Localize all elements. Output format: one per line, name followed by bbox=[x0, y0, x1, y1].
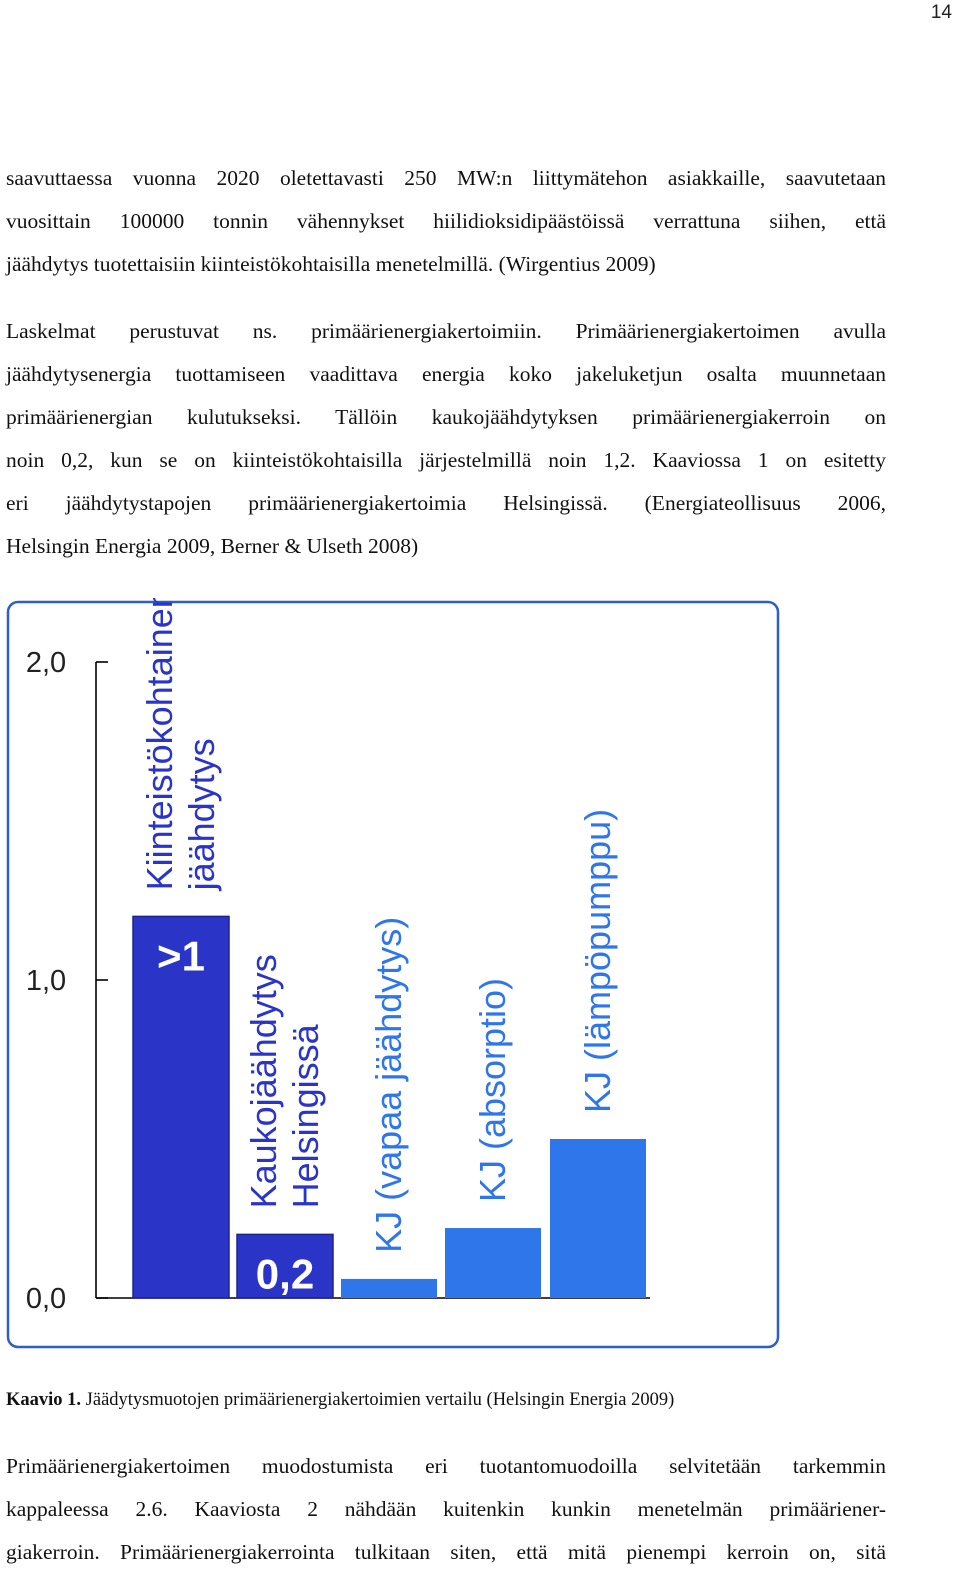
figure-chart bbox=[4, 598, 786, 1353]
text-line: jäähdytys tuotettaisiin kiinteistökohtaisilla menetelmillä. (Wirgentius 2009) bbox=[6, 252, 656, 276]
category-label-line: KJ (vapaa jäähdytys) bbox=[368, 916, 409, 1253]
text-line: eri jäähdytystapojen primäärienergiakertoimia Helsingissä. (Energiateollisuus 2006, bbox=[6, 491, 886, 515]
category-label bbox=[577, 809, 618, 1113]
category-label-line: Helsingissä bbox=[285, 1024, 326, 1209]
page-number: 14 bbox=[930, 2, 952, 23]
y-tick-label: 0,0 bbox=[25, 1283, 67, 1315]
bar-value-label: >1 bbox=[157, 932, 205, 980]
text-line: jäähdytysenergia tuottamiseen vaadittava energia koko jakeluketjun osalta muunnetaan bbox=[6, 362, 886, 386]
caption-label: Kaavio 1. bbox=[6, 1390, 82, 1410]
text-line: Helsingin Energia 2009, Berner & Ulseth 2008) bbox=[6, 534, 419, 558]
category-label bbox=[368, 917, 409, 1253]
text-line: vuosittain 100000 tonnin vähennykset hiilidioksidipäästöissä verrattuna siihen, että bbox=[6, 209, 886, 233]
text-line: Primäärienergiakertoimen muodostumista eri tuotantomuodoilla selvitetään tarkemmin bbox=[6, 1454, 886, 1478]
y-tick-label: 1,0 bbox=[25, 965, 67, 997]
paragraph-1 bbox=[6, 157, 886, 286]
text-line: noin 0,2, kun se on kiinteistökohtaisilla järjestelmillä noin 1,2. Kaaviossa 1 on esitetty bbox=[6, 448, 886, 472]
figure-caption bbox=[6, 1390, 674, 1411]
category-label-line: jäähdytys bbox=[181, 738, 222, 891]
category-label-line: KJ (lämpöpumppu) bbox=[577, 808, 618, 1113]
text-line: primäärienergian kulutukseksi. Tällöin kaukojäähdytyksen primäärienergiakerroin on bbox=[6, 405, 886, 429]
category-label-line: Kiinteistökohtainen bbox=[139, 598, 180, 891]
text-line: saavuttaessa vuonna 2020 oletettavasti 250 MW:n liittymätehon asiakkaille, saavutetaan bbox=[6, 166, 886, 190]
bar-5 bbox=[550, 1139, 646, 1298]
text-line: kappaleessa 2.6. Kaaviosta 2 nähdään kuitenkin kunkin menetelmän primääriener- bbox=[6, 1497, 886, 1521]
y-tick-label: 2,0 bbox=[25, 647, 67, 679]
category-label-line: KJ (absorptio) bbox=[472, 977, 513, 1203]
paragraph-2 bbox=[6, 310, 886, 568]
caption-text: Jäädytysmuotojen primäärienergiakertoimien vertailu (Helsingin Energia 2009) bbox=[81, 1390, 675, 1410]
category-label bbox=[472, 978, 513, 1202]
paragraph-3 bbox=[6, 1445, 886, 1574]
bar-value-label: 0,2 bbox=[255, 1250, 315, 1298]
bar-3 bbox=[341, 1279, 437, 1298]
category-label-line: Kaukojäähdytys bbox=[243, 954, 284, 1209]
text-line: giakerroin. Primäärienergiakerrointa tulkitaan siten, että mitä pienempi kerroin on, sitä bbox=[6, 1540, 886, 1564]
bar-4 bbox=[445, 1228, 541, 1298]
text-line: Laskelmat perustuvat ns. primäärienergiakertoimiin. Primäärienergiakertoimen avulla bbox=[6, 319, 886, 343]
bar-chart bbox=[4, 598, 786, 1353]
